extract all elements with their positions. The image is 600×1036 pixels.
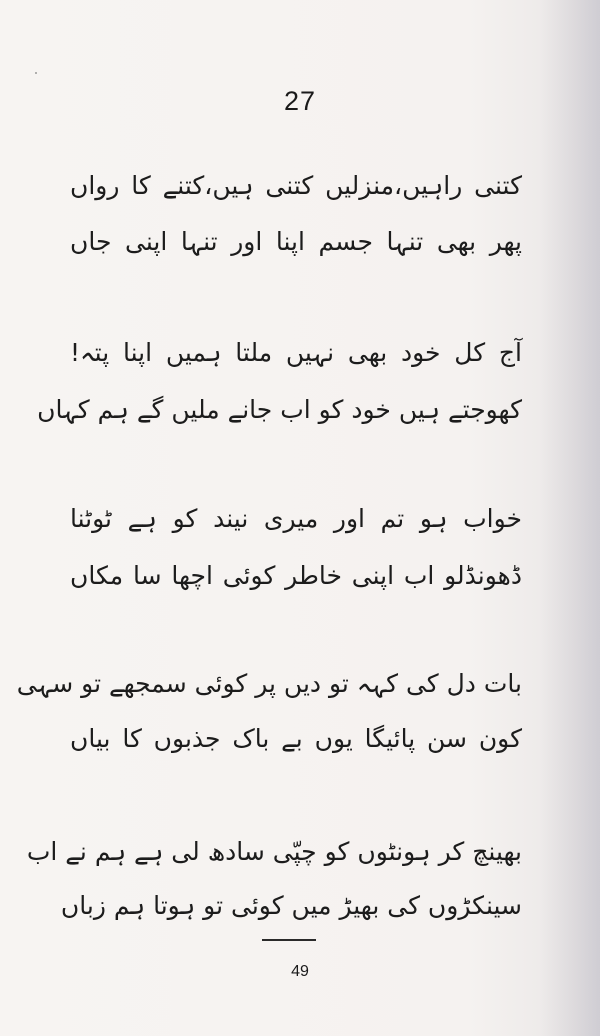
page-number: 49 xyxy=(291,963,309,980)
verse-line: خواب ہو تم اور میری نیند کو ہے ٹوٹنا xyxy=(70,504,522,533)
verse-line: سینکڑوں کی بھیڑ میں کوئی تو ہوتا ہم زباں xyxy=(60,891,522,920)
verse-line: کتنی راہیں،منزلیں کتنی ہیں،کتنے کا رواں xyxy=(70,171,522,200)
verse-line: بھینچ کر ہونٹوں کو چپّی سادھ لی ہے ہم نے اب xyxy=(26,837,522,866)
verse-line: آج کل خود بھی نہیں ملتا ہمیں اپنا پتہ! xyxy=(70,338,522,367)
verse-line: بات دل کی کہہ تو دیں پر کوئی سمجھے تو سہی xyxy=(16,669,522,698)
verse-line: کون سن پائیگا یوں بے باک جذبوں کا بیاں xyxy=(70,724,522,753)
poem-number: 27 xyxy=(283,86,317,116)
footer-rule xyxy=(262,939,316,941)
verse-line: پھر بھی تنہا جسم اپنا اور تنہا اپنی جاں xyxy=(70,227,522,256)
verse-line: ڈھونڈلو اب اپنی خاطر کوئی اچھا سا مکاں xyxy=(70,561,522,590)
paper-speck xyxy=(35,72,37,74)
verse-line: کھوجتے ہیں خود کو اب جانے ملیں گے ہم کہاں xyxy=(37,395,522,424)
